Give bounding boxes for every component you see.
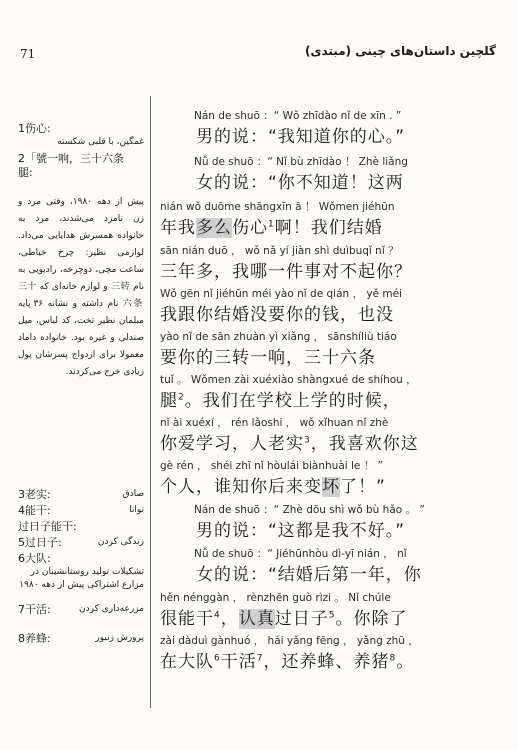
footnote-ref: 6 <box>214 653 221 664</box>
note-1-meaning: غمگین، با قلبی شکسته <box>57 137 144 147</box>
hanzi-line: 男的说：“这都是我不好。” <box>196 521 406 541</box>
pinyin-line: Nǚ de shuō ：“ Jiéhūnhòu dì-yī nián ， nǐ <box>194 548 407 560</box>
text-segment: ，我喜欢你这 <box>310 434 419 454</box>
note-1 <box>18 122 144 149</box>
hanzi-line <box>160 604 407 629</box>
text-segment: 。我们在学校上学的时候， <box>184 391 401 411</box>
hanzi-line: 女的说：“结婚后第一年，你 <box>196 565 422 585</box>
footnote-ref: 7 <box>256 653 264 664</box>
text-segment: 伤心 <box>232 218 268 238</box>
page-number: 71 <box>20 47 36 61</box>
hanzi-line: 我跟你结婚没要你的钱，也没 <box>160 305 394 325</box>
note-3-term: 3老实: <box>18 488 51 501</box>
pinyin-line: hěn nénggàn ， rènzhēn guò rìzi 。 Nǐ chúle <box>160 592 391 604</box>
text-segment: ， <box>220 609 239 629</box>
text-segment: 腿 <box>160 391 178 411</box>
note-2-term-cont: 腿: <box>18 166 33 179</box>
text-segment: ，还养蜂、养猪 <box>263 652 390 672</box>
note-5 <box>18 536 144 551</box>
pinyin-line: zài dàduì gànhuó ， hái yǎng fēng ， yǎng zhū ， <box>160 635 419 647</box>
note-2-term: 2「號一响，三十六条 <box>18 152 124 165</box>
note-6-meaning: تشکیلات تولید روستانشینان در مزارع اشتراکی پیش از دهه ۱۹۸۰ <box>19 567 144 590</box>
note-2 <box>18 152 144 180</box>
note-8-meaning: پرورش زنبور <box>95 633 144 643</box>
highlighted-word: 多么 <box>196 218 232 238</box>
text-segment: 啊！我们结婚 <box>274 218 383 238</box>
pinyin-line: nǐ ài xuéxí ， rén lǎoshi ， wǒ xǐhuan nǐ zhè <box>160 417 389 429</box>
hanzi-line <box>160 647 414 672</box>
pinyin-line: tuǐ 。 Wǒmen zài xuéxiào shàngxué de shíhou ， <box>160 374 417 386</box>
footnote-ref: 2 <box>178 392 185 403</box>
text-segment: 你爱学习，人老实 <box>160 434 304 454</box>
note-5-meaning: زندگی کردن <box>97 537 144 547</box>
footnote-ref: 8 <box>389 653 397 664</box>
text-segment: 个人，谁知你后来变 <box>160 477 322 497</box>
text-segment: 。 <box>396 652 415 672</box>
text-segment: 在大队 <box>160 652 214 672</box>
pinyin-line: Wǒ gēn nǐ jiéhūn méi yào nǐ de qián ， yě méi <box>160 288 402 300</box>
text-segment: 很能干 <box>160 609 214 629</box>
note-2-explanation: پیش از دهه ۱۹۸۰، وقتی مرد و زن نامزد می‌شدند، مرد به خانواده همسرش هدایایی می‌داد. لوازمی نظیر: چرخ خیاطی، ساعت مچی، دوچرخه، رادیویی به نام 三转 و لوازم خانه‌ای که 三十六条 نام داشته و نشانه ۳۶ پایه مبلمان نظیر تخت، کد لباس، میل صندلی و غیره بود. خانواده داماد معمولا برای ازدواج پسرشان پول زیادی خرج می‌کردند. <box>18 197 145 377</box>
hanzi-line <box>160 472 386 497</box>
hanzi-line <box>160 386 401 411</box>
book-title: گلچین داستان‌های چینی (مبتدی) <box>304 44 496 58</box>
hanzi-line: 女的说：“你不知道！这两 <box>196 173 404 193</box>
hanzi-line: 三年多，我哪一件事对不起你？ <box>160 262 412 282</box>
text-segment: 年我 <box>160 218 196 238</box>
text-segment: 。你除了 <box>335 609 408 629</box>
pinyin-line: Nǚ de shuō ：“ Nǐ bù zhīdào ！ Zhè liǎng <box>194 156 408 168</box>
hanzi-line: 要你的三转一响，三十六条 <box>160 348 376 368</box>
note-3 <box>18 488 144 503</box>
note-7 <box>18 603 144 618</box>
note-6 <box>18 552 144 592</box>
note-5-term: 5过日子: <box>18 536 62 549</box>
note-4 <box>18 504 144 519</box>
pinyin-line: Nán de shuō ：“ Wǒ zhīdào nǐ de xīn . ” <box>194 110 402 122</box>
hanzi-line <box>160 213 383 238</box>
text-segment: 了！” <box>340 477 386 497</box>
note-7-term: 7干活: <box>18 603 51 616</box>
hanzi-line: 男的说：“我知道你的心。” <box>196 127 406 147</box>
footnote-ref: 5 <box>328 610 336 621</box>
note-7-meaning: مزرعه‌داری کردن <box>79 604 144 614</box>
note-4-meaning: توانا <box>129 505 144 515</box>
pinyin-line: Nán de shuō ：“ Zhè dōu shì wǒ bù hǎo 。 ” <box>194 504 425 516</box>
note-8 <box>18 632 144 647</box>
footnote-ref: 1 <box>268 219 275 230</box>
note-3-meaning: صادق <box>122 489 144 499</box>
note-4b-term: 过日子能干: <box>18 520 77 533</box>
hanzi-line <box>160 429 419 454</box>
note-1-term: 1伤心: <box>18 122 51 135</box>
pinyin-line: nián wǒ duōme shāngxīn ā ！ Wǒmen jiéhūn <box>160 201 395 213</box>
highlighted-word: 坏 <box>322 477 340 497</box>
note-4-term: 4能干: <box>18 504 51 517</box>
pinyin-line: sān nián duō ， wǒ nǎ yí jiàn shì duìbuqǐ nǐ ？ <box>160 245 399 257</box>
note-4b <box>18 520 144 535</box>
note-8-term: 8养蜂: <box>18 632 51 645</box>
pinyin-line: gè rén ， shéi zhī nǐ hòulái biànhuài le ！ ” <box>160 460 384 472</box>
pinyin-line: yào nǐ de sān zhuàn yì xiǎng ， sānshíliù tiáo <box>160 331 397 343</box>
note-6-term: 6大队: <box>18 552 51 565</box>
column-divider <box>150 96 151 708</box>
footnote-ref: 3 <box>304 435 311 446</box>
highlighted-word: 认真 <box>238 609 275 629</box>
footnote-ref: 4 <box>214 610 221 621</box>
text-segment: 过日子 <box>274 609 329 629</box>
text-segment: 干活 <box>220 652 257 672</box>
